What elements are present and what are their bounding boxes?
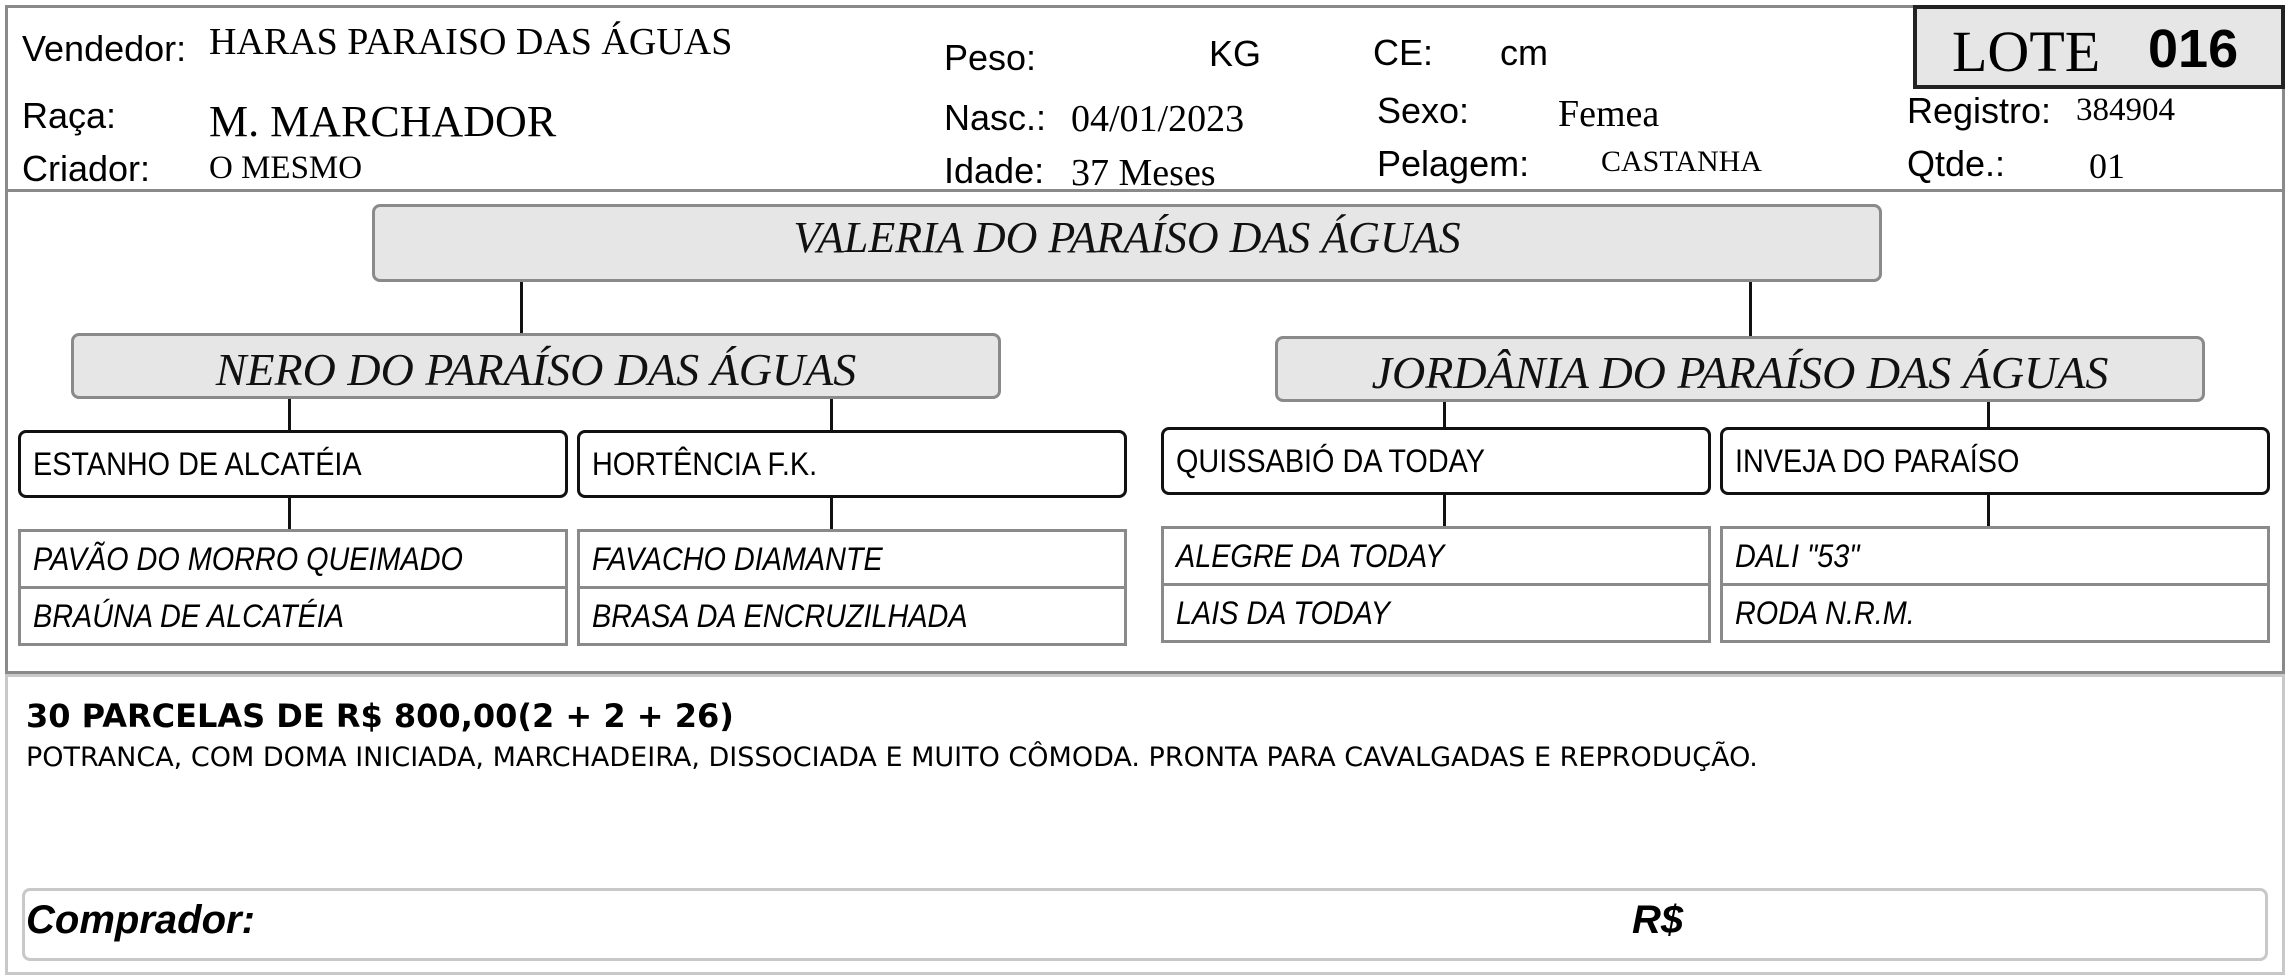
pedigree-dd-sire: DALI "53" [1720,526,2270,586]
raca-value: M. MARCHADOR [209,97,557,146]
pedigree-dam: JORDÂNIA DO PARAÍSO DAS ÁGUAS [1275,336,2205,402]
vendedor-label: Vendedor: [22,28,187,69]
pelagem-value: CASTANHA [1601,145,1762,178]
connector-animal-sire [520,280,523,335]
lote-number: 016 [2148,19,2239,79]
peso-unit: KG [1209,33,1262,74]
comprador-label: Comprador: [26,898,255,942]
sale-description: POTRANCA, COM DOMA INICIADA, MARCHADEIRA, DISSOCIADA E MUITO CÔMODA. PRONTA PARA CAVALGADAS E REPRODUÇÃO. [26,742,1758,773]
pedigree-dam-dam: INVEJA DO PARAÍSO [1720,427,2270,495]
pedigree-sire-sire: ESTANHO DE ALCATÉIA [18,430,568,498]
criador-label: Criador: [22,148,151,189]
pedigree-sd-sire: FAVACHO DIAMANTE [577,529,1127,589]
sale-terms: 30 PARCELAS DE R$ 800,00(2 + 2 + 26) [26,697,734,735]
idade-label: Idade: [944,150,1045,191]
registro-label: Registro: [1907,90,2052,131]
pelagem-label: Pelagem: [1377,143,1530,184]
raca-label: Raça: [22,95,117,136]
qtde-label: Qtde.: [1907,143,2006,184]
buyer-box[interactable] [22,888,2268,961]
pedigree-ds-dam: LAIS DA TODAY [1161,583,1711,643]
ce-label: CE: [1373,32,1434,73]
nasc-value: 04/01/2023 [1071,98,1245,140]
pedigree-sire-dam: HORTÊNCIA F.K. [577,430,1127,498]
registro-value: 384904 [2076,92,2175,128]
sexo-value: Femea [1558,93,1660,135]
lote-label: LOTE [1952,19,2101,84]
pedigree-dam-sire: QUISSABIÓ DA TODAY [1161,427,1711,495]
connector-ss-gen4 [288,495,291,531]
price-label: R$ [1632,898,1684,942]
qtde-value: 01 [2089,146,2125,186]
pedigree-ss-dam: BRAÚNA DE ALCATÉIA [18,586,568,646]
pedigree-ss-sire: PAVÃO DO MORRO QUEIMADO [18,529,568,589]
pedigree-animal: VALERIA DO PARAÍSO DAS ÁGUAS [372,204,1882,282]
ce-unit: cm [1500,32,1548,73]
connector-sire-ss [288,397,291,432]
pedigree-dd-dam: RODA N.R.M. [1720,583,2270,643]
connector-animal-dam [1749,280,1752,337]
connector-sd-gen4 [830,495,833,531]
pedigree-sd-dam: BRASA DA ENCRUZILHADA [577,586,1127,646]
peso-label: Peso: [944,37,1037,78]
vendedor-value: HARAS PARAISO DAS ÁGUAS [209,21,733,63]
criador-value: O MESMO [209,150,363,186]
sexo-label: Sexo: [1377,90,1470,131]
connector-sire-sd [830,397,833,432]
pedigree-sire: NERO DO PARAÍSO DAS ÁGUAS [71,333,1001,399]
pedigree-ds-sire: ALEGRE DA TODAY [1161,526,1711,586]
nasc-label: Nasc.: [944,97,1047,138]
idade-value: 37 Meses [1071,152,1216,194]
